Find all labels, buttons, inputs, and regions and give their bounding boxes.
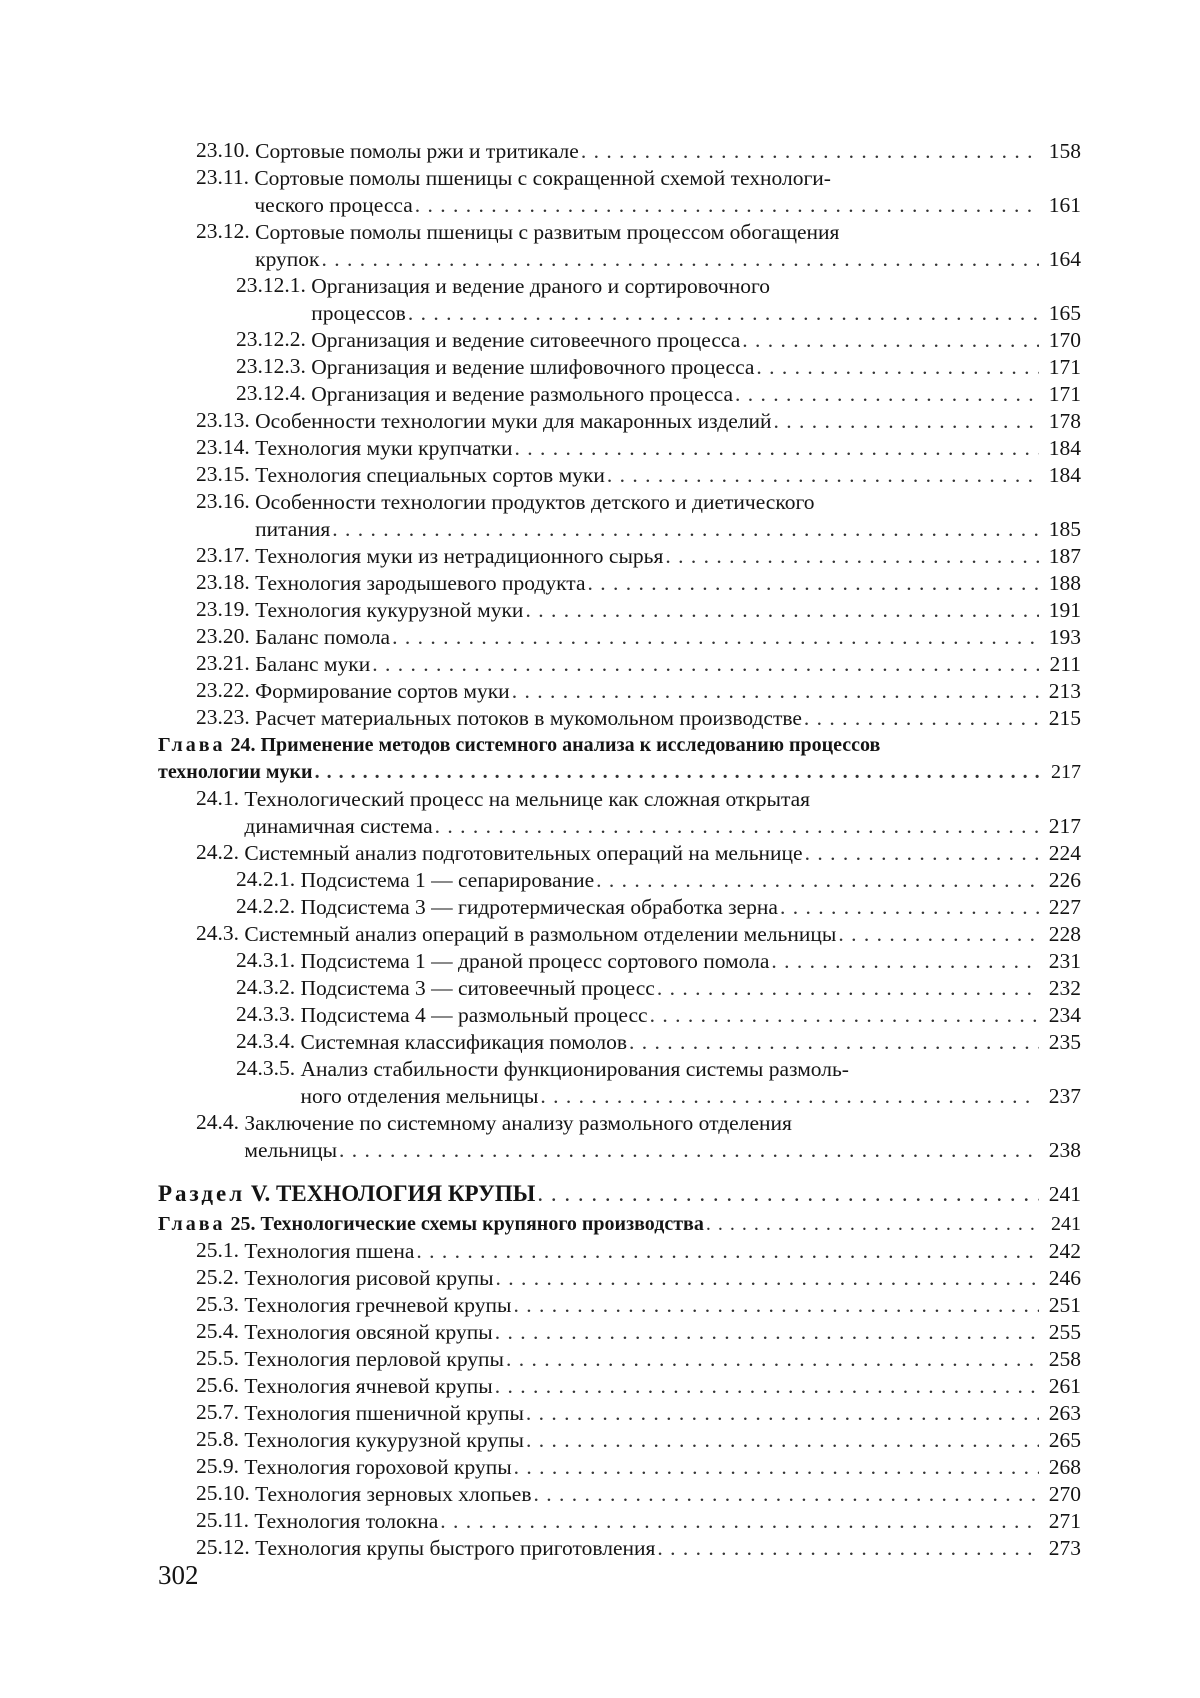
toc-entry [158,840,1081,867]
chapter-prefix: Глава [158,1213,226,1235]
entry-number: 24.2.2. [236,894,301,918]
entry-title-line: Технология крупы быстрого приготовления [255,1536,656,1560]
table-of-contents [158,138,1081,1562]
entry-title-line: Расчет материальных потоков в мукомольном производстве [255,706,802,730]
entry-title-line: Технология муки из нетрадиционного сырья [255,544,664,568]
entry-title-line: Заключение по системному анализу размольного отделения [244,1111,792,1135]
dot-leader [514,1454,1039,1481]
toc-entry [158,1292,1081,1319]
entry-number: 23.12.1. [236,273,312,297]
entry-number: 24.3.2. [236,975,301,999]
dot-leader [665,543,1039,570]
entry-number: 25.9. [196,1454,245,1478]
toc-entry [158,1373,1081,1400]
dot-leader [756,354,1039,381]
dot-leader [540,1083,1039,1110]
dot-leader [581,138,1039,165]
entry-number: 25.11. [196,1508,255,1532]
entry-title-line: Технология ячневой крупы [244,1374,493,1398]
entry-number: 23.15. [196,462,256,486]
entry-number: 25.6. [196,1373,245,1397]
dot-leader [512,678,1039,705]
page-ref: 242 [1048,1239,1081,1263]
toc-block-chapter-23 [158,138,1081,732]
toc-entry [158,354,1081,381]
entry-number: 23.14. [196,435,256,459]
entry-title-line: Подсистема 1 — драной процесс сортового помола [300,949,770,973]
entry-number: 24.3.4. [236,1029,301,1053]
toc-block-chapter-25 [158,1238,1081,1562]
dot-leader [657,1535,1039,1562]
toc-entry [158,273,1081,327]
entry-title-line: Анализ стабильности функционирования системы размоль- [300,1057,849,1081]
page-ref: 170 [1048,328,1081,352]
toc-chapter-25 [158,1211,1081,1238]
entry-title-line: Технология муки крупчатки [255,436,513,460]
entry-number: 24.2.1. [236,867,301,891]
toc-entry [158,597,1081,624]
entry-title-line: Технология овсяной крупы [244,1320,493,1344]
toc-chapter-24 [158,732,1081,786]
entry-title-line: Технология гречневой крупы [244,1293,512,1317]
dot-leader [742,327,1039,354]
dot-leader [526,1427,1039,1454]
dot-leader [315,759,1039,786]
page-ref: 171 [1048,382,1081,406]
toc-entry [158,1029,1081,1056]
entry-title-line: Технология рисовой крупы [244,1266,494,1290]
entry-title-line: Технология перловой крупы [244,1347,504,1371]
page-ref: 158 [1048,139,1081,163]
page-ref: 261 [1048,1374,1081,1398]
toc-entry [158,624,1081,651]
chapter-title-line: технологии муки [158,761,313,783]
dot-leader [495,1319,1039,1346]
toc-entry [158,1238,1081,1265]
page-ref: 235 [1048,1030,1081,1054]
entry-title-line: Сортовые помолы пшеницы с сокращенной схемой технологи- [254,166,831,190]
toc-entry [158,1400,1081,1427]
entry-title-line: Технология пшена [244,1239,415,1263]
page-ref: 215 [1048,706,1081,730]
entry-number: 24.3.3. [236,1002,301,1026]
entry-title-line: Технология толокна [254,1509,439,1533]
entry-title-line: крупок [255,247,320,271]
page-ref: 217 [1051,761,1081,783]
entry-title-line: Особенности технологии муки для макаронных изделий [255,409,772,433]
page-ref: 185 [1048,517,1081,541]
dot-leader [525,597,1039,624]
entry-number: 23.23. [196,705,256,729]
toc-entry [158,1535,1081,1562]
toc-entry [158,921,1081,948]
toc-entry [158,1454,1081,1481]
toc-entry [158,1427,1081,1454]
entry-number: 23.11. [196,165,255,189]
page-ref: 270 [1048,1482,1081,1506]
entry-title-line: Формирование сортов муки [255,679,510,703]
entry-number: 25.4. [196,1319,245,1343]
toc-entry [158,1346,1081,1373]
page-ref: 271 [1048,1509,1081,1533]
toc-entry [158,1508,1081,1535]
chapter-title: 25. Технологические схемы крупяного производства [225,1213,704,1235]
entry-title-line: Баланс муки [255,652,371,676]
page-ref: 238 [1048,1138,1081,1162]
entry-number: 23.17. [196,543,256,567]
entry-title-line: Подсистема 4 — размольный процесс [300,1003,648,1027]
dot-leader [506,1346,1039,1373]
page-number: 302 [158,1560,199,1590]
toc-entry [158,705,1081,732]
page-ref: 187 [1048,544,1081,568]
page-ref: 165 [1048,301,1081,325]
entry-number: 23.13. [196,408,256,432]
page-ref: 263 [1048,1401,1081,1425]
toc-entry [158,219,1081,273]
toc-entry [158,1319,1081,1346]
dot-leader [780,894,1039,921]
dot-leader [804,705,1039,732]
dot-leader [838,921,1039,948]
entry-number: 23.12. [196,219,256,243]
entry-title-line: Технология пшеничной крупы [244,1401,524,1425]
toc-entry [158,408,1081,435]
chapter-prefix: Глава [158,734,226,756]
dot-leader [805,840,1039,867]
entry-number: 25.8. [196,1427,245,1451]
toc-entry [158,948,1081,975]
page-ref: 193 [1048,625,1081,649]
entry-number: 23.22. [196,678,256,702]
entry-title-line: Подсистема 1 — сепарирование [300,868,595,892]
toc-entry [158,543,1081,570]
dot-leader [435,813,1039,840]
entry-title-line: питания [255,517,331,541]
entry-number: 23.12.3. [236,354,312,378]
page-ref: 241 [1051,1213,1081,1235]
page-ref: 232 [1048,976,1081,1000]
toc-entry [158,435,1081,462]
entry-title-line: динамичная система [244,814,433,838]
toc-entry [158,1002,1081,1029]
page-ref: 226 [1048,868,1081,892]
entry-number: 23.16. [196,489,256,513]
toc-entry [158,381,1081,408]
page-ref: 184 [1048,463,1081,487]
entry-title-line: Организация и ведение драного и сортировочного [311,274,771,298]
toc-entry [158,327,1081,354]
toc-entry [158,1481,1081,1508]
entry-number: 24.1. [196,786,245,810]
entry-title-line: Системный анализ операций в размольном отделении мельницы [244,922,837,946]
dot-leader [416,1238,1039,1265]
page-ref: 241 [1048,1182,1081,1206]
page-ref: 188 [1048,571,1081,595]
entry-number: 25.1. [196,1238,245,1262]
entry-title-line: ного отделения мельницы [300,1084,539,1108]
dot-leader [607,462,1039,489]
toc-entry [158,570,1081,597]
chapter-number: 24. [225,734,261,756]
entry-number: 24.2. [196,840,245,864]
page-ref: 273 [1048,1536,1081,1560]
entry-number: 23.10. [196,138,256,162]
chapter-title-line: Применение методов системного анализа к исследованию процессов [260,734,881,756]
entry-title-line: Организация и ведение размольного процесса [311,382,734,406]
entry-title-line: Сортовые помолы пшеницы с развитым процессом обогащения [255,220,840,244]
chapter-heading-line [158,732,1081,759]
toc-entry [158,867,1081,894]
entry-number: 23.12.2. [236,327,312,351]
dot-leader [496,1265,1039,1292]
dot-leader [515,435,1040,462]
entry-number: 25.7. [196,1400,245,1424]
dot-leader [513,1292,1039,1319]
entry-number: 23.18. [196,570,256,594]
entry-title-line: Технология кукурузной муки [255,598,524,622]
entry-number: 25.3. [196,1292,245,1316]
section-prefix: Раздел [158,1181,246,1206]
dot-leader [495,1373,1039,1400]
page-ref: 258 [1048,1347,1081,1371]
entry-number: 23.12.4. [236,381,312,405]
toc-entry [158,975,1081,1002]
toc-entry [158,165,1081,219]
dot-leader [534,1481,1040,1508]
entry-title-line: Технологический процесс на мельнице как сложная открытая [244,787,811,811]
dot-leader [596,867,1039,894]
toc-entry [158,894,1081,921]
page-ref: 251 [1048,1293,1081,1317]
page-ref: 268 [1048,1455,1081,1479]
dot-leader [526,1400,1039,1427]
toc-entry [158,651,1081,678]
page-ref: 227 [1048,895,1081,919]
page-ref: 164 [1048,247,1081,271]
toc-entry [158,786,1081,840]
dot-leader [771,948,1039,975]
toc-entry [158,1265,1081,1292]
dot-leader [440,1508,1039,1535]
entry-number: 25.5. [196,1346,245,1370]
dot-leader [372,651,1039,678]
dot-leader [392,624,1039,651]
toc-section-5 [158,1180,1081,1207]
dot-leader [339,1137,1039,1164]
entry-title-line: Технология гороховой крупы [244,1455,512,1479]
entry-title-line: Организация и ведение шлифовочного процесса [311,355,755,379]
entry-number: 25.12. [196,1535,256,1559]
page-ref: 246 [1048,1266,1081,1290]
entry-number: 23.20. [196,624,256,648]
page-ref: 161 [1048,193,1081,217]
toc-entry [158,462,1081,489]
dot-leader [657,975,1039,1002]
page-ref: 265 [1048,1428,1081,1452]
toc-block-chapter-24 [158,786,1081,1164]
page-ref: 224 [1048,841,1081,865]
toc-entry [158,1110,1081,1164]
page-ref: 255 [1048,1320,1081,1344]
entry-title-line: Подсистема 3 — ситовеечный процесс [300,976,655,1000]
entry-title-line: Подсистема 3 — гидротермическая обработка зерна [300,895,778,919]
page-ref: 178 [1048,409,1081,433]
page-ref: 228 [1048,922,1081,946]
entry-title-line: ческого процесса [254,193,413,217]
entry-title-line: Системная классификация помолов [300,1030,627,1054]
entry-number: 24.3.1. [236,948,301,972]
dot-leader [408,300,1039,327]
entry-title-line: мельницы [244,1138,338,1162]
entry-number: 24.3.5. [236,1056,301,1080]
dot-leader [537,1180,1039,1207]
toc-entry [158,678,1081,705]
entry-title-line: Технология специальных сортов муки [255,463,605,487]
entry-title-line: Сортовые помолы ржи и тритикале [255,139,579,163]
entry-title-line: Организация и ведение ситовеечного процесса [311,328,741,352]
entry-number: 23.21. [196,651,256,675]
toc-entry [158,489,1081,543]
entry-number: 24.4. [196,1110,245,1134]
dot-leader [332,516,1039,543]
dot-leader [774,408,1039,435]
dot-leader [650,1002,1039,1029]
entry-number: 25.10. [196,1481,256,1505]
entry-title-line: Технология кукурузной крупы [244,1428,524,1452]
entry-title-line: Технология зерновых хлопьев [255,1482,532,1506]
page-ref: 237 [1048,1084,1081,1108]
page-ref: 231 [1048,949,1081,973]
dot-leader [588,570,1040,597]
entry-number: 23.19. [196,597,256,621]
entry-number: 25.2. [196,1265,245,1289]
page-ref: 213 [1048,679,1081,703]
dot-leader [415,192,1039,219]
page-ref: 217 [1048,814,1081,838]
entry-number: 24.3. [196,921,245,945]
dot-leader [735,381,1039,408]
toc-entry [158,1056,1081,1110]
page-ref: 184 [1048,436,1081,460]
page-ref: 234 [1048,1003,1081,1027]
section-title: V. ТЕХНОЛОГИЯ КРУПЫ [245,1181,536,1206]
page-ref: 171 [1048,355,1081,379]
entry-title-line: Особенности технологии продуктов детского и диетического [255,490,815,514]
dot-leader [322,246,1040,273]
entry-title-line: процессов [311,301,406,325]
page-ref: 211 [1049,652,1081,676]
dot-leader [629,1029,1039,1056]
dot-leader [706,1211,1039,1238]
toc-entry [158,138,1081,165]
page-ref: 191 [1048,598,1081,622]
entry-title-line: Баланс помола [255,625,391,649]
entry-title-line: Технология зародышевого продукта [255,571,586,595]
entry-title-line: Системный анализ подготовительных операций на мельнице [244,841,803,865]
